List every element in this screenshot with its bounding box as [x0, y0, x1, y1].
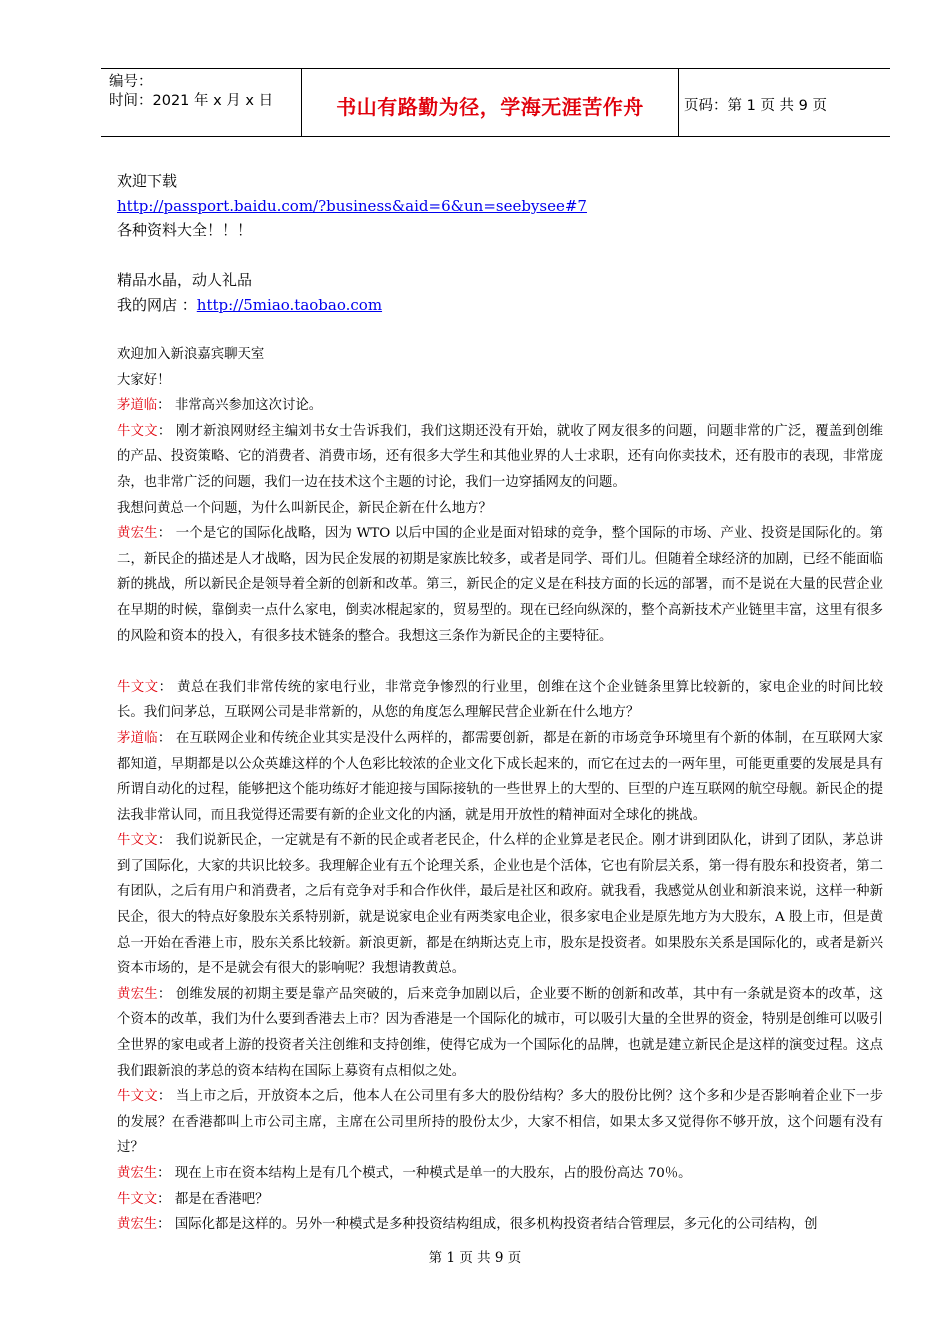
intro-link-row	[117, 194, 587, 218]
speaker-name: 牛文文	[117, 679, 159, 695]
speaker-name: 黄宏生	[117, 986, 158, 1002]
header-page-cell	[678, 69, 890, 136]
transcript-paragraph	[117, 1187, 883, 1213]
paragraph-text: ： 都是在香港吧？	[157, 1191, 269, 1207]
transcript-paragraphs	[117, 393, 883, 1238]
transcript-paragraph	[117, 675, 883, 726]
paragraph-text: ： 当上市之后，开放资本之后，他本人在公司里有多大的股份结构？多大的股份比例？这个多和少是否影响着企业下一步的发展？在香港都叫上市公司主席，主席在公司里所持的股份太少，大家不相信，如果太多又觉得你不够开放，这个问题有没有过？	[117, 1089, 883, 1156]
hello-line: 大家好！	[117, 372, 171, 388]
speaker-name: 黄宏生	[117, 1217, 158, 1233]
speaker-name: 黄宏生	[117, 526, 158, 542]
transcript-paragraph	[117, 419, 883, 496]
paragraph-text: ： 现在上市在资本结构上是有几个模式，一种模式是单一的大股东，占的股份高达 70％。	[157, 1166, 692, 1181]
speaker-name: 牛文文	[117, 1191, 158, 1207]
paragraph-text: ： 在互联网企业和传统企业其实是没什么两样的，都需要创新，都是在新的市场竞争环境里有个新的体制，在互联网大家都知道，早期都是以公众英雄这样的个人色彩比较浓的企业文化下成长起来的，而它在过去的一两年里，可能更重要的发展是具有所谓自动化的过程，能够把这个能功练好才能迎接与国际接轨的一些世界上的大型的、巨型的户连互联网的航空母舰。新民企的提法我非常认同，而且我觉得还需要有新的企业文化的内涵，就是用开放性的精神面对全球化的挑战。	[117, 730, 883, 823]
transcript-paragraph	[117, 1161, 883, 1187]
header-motto-cell	[301, 69, 679, 136]
blank-line	[117, 649, 883, 675]
speaker-name: 茅道临	[117, 730, 158, 746]
transcript-paragraph	[117, 1212, 883, 1238]
header-meta	[101, 69, 301, 136]
paragraph-text: ： 我们说新民企，一定就是有不新的民企或者老民企，什么样的企业算是老民企。刚才讲到团队化，讲到了团队，茅总讲到了国际化，大家的共识比较多。我理解企业有五个论理关系，企业也是个活体，它也有阶层关系，第一得有股东和投资者，第二有团队，之后有用户和消费者，之后有竞争对手和合作伙伴，最后是社区和政府。就我看，我感觉从创业和新浪来说，这样一种新民企，很大的特点好象股东关系特别新，就是说家电企业有两类家电企业，很多家电企业是原先地方为大股东，A 股上市，但是黄总一开始在香港上市，股东关系比较新。新浪更新，都是在纳斯达克上市，股东是投资者。如果股东关系是国际化的，或者是新兴资本市场的，是不是就会有很大的影响呢？我想请教黄总。	[117, 833, 883, 977]
shop-label: 我的网店 ：	[117, 296, 197, 314]
time-label: 时间：2021 年 x 月 x 日	[109, 93, 274, 109]
shop-row	[117, 293, 382, 317]
speaker-name: 黄宏生	[117, 1166, 158, 1181]
speaker-name: 牛文文	[117, 1089, 158, 1105]
transcript-paragraph	[117, 828, 883, 982]
transcript-paragraph	[117, 726, 883, 828]
transcript-paragraph	[117, 1084, 883, 1161]
speaker-name: 牛文文	[117, 833, 158, 849]
transcript-paragraph	[117, 393, 883, 419]
speaker-name: 茅道临	[117, 398, 158, 414]
paragraph-text: ： 刚才新浪网财经主编刘书女士告诉我们，我们这期还没有开始，就收了网友很多的问题，问题非常的广泛，覆盖到创维的产品、投资策略、它的消费者、消费市场，还有很多大学生和其他业界的人士求职，还有向你卖技术，还有股市的表现，非常庞杂，也非常广泛的问题，我们一边在技术这个主题的讨论，我们一边穿插网友的问题。	[117, 423, 883, 490]
transcript-paragraph	[117, 982, 883, 1084]
number-label: 编号：	[109, 74, 153, 90]
crystal-text: 精品水晶，动人礼品	[117, 271, 253, 289]
paragraph-text: ： 国际化都是这样的。另外一种模式是多种投资结构组成，很多机构投资者结合管理层，多元化的公司结构，创	[157, 1217, 818, 1233]
all-materials-text: 各种资料大全！！！	[117, 221, 253, 239]
join-line: 欢迎加入新浪嘉宾聊天室	[117, 347, 265, 362]
paragraph-text: ： 黄总在我们非常传统的家电行业，非常竞争惨烈的行业里，创维在这个企业链条里算比较新的，家电企业的时间比较长。我们问茅总，互联网公司是非常新的，从您的角度怎么理解民营企业新在什么地方？	[117, 679, 884, 721]
transcript-paragraph	[117, 496, 883, 522]
paragraph-text: ： 非常高兴参加这次讨论。	[157, 398, 323, 414]
transcript-body	[117, 342, 883, 1238]
speaker-name: 牛文文	[117, 423, 158, 439]
baidu-link[interactable]: http://passport.baidu.com/?business&aid=6&un=seebysee#7	[117, 197, 587, 215]
paragraph-text: ： 创维发展的初期主要是靠产品突破的，后来竞争加剧以后，企业要不断的创新和改革，其中有一条就是资本的改革，这个资本的改革，我们为什么要到香港去上市？因为香港是一个国际化的城市，可以吸引大量的全世界的资金，特别是创维可以吸引全世界的家电或者上游的投资者关注创维和支持创维，使得它成为一个国际化的品牌，也就是建立新民企是这样的演变过程。这点我们跟新浪的茅总的资本结构在国际上募资有点相似之处。	[117, 986, 883, 1079]
page-header	[101, 68, 890, 137]
shop-link[interactable]: http://5miao.taobao.com	[196, 296, 383, 314]
paragraph-text: ： 一个是它的国际化战略，因为 WTO 以后中国的企业是面对铅球的竞争，整个国际的市场、产业、投资是国际化的。第二，新民企的描述是人才战略，因为民企发展的初期是家族比较多，或者是同学、哥们儿。但随着全球经济的加剧，已经不能面临新的挑战，所以新民企是领导着全新的创新和改革。第三，新民企的定义是在科技方面的长远的部署，而不是说在大量的民营企业在早期的时候，靠倒卖一点什么家电，倒卖冰棍起家的，贸易型的。现在已经向纵深的，整个高新技术产业链里丰富，这里有很多的风险和资本的投入，有很多技术链条的整合。我想这三条作为新民企的主要特征。	[117, 526, 883, 644]
paragraph-text: 我想问黄总一个问题，为什么叫新民企，新民企新在什么地方？	[117, 500, 492, 516]
welcome-text: 欢迎下载	[117, 172, 178, 190]
page-footer: 第 1 页 共 9 页	[428, 1250, 522, 1266]
header-page-label: 页码：第 1 页 共 9 页	[684, 98, 827, 114]
transcript-paragraph	[117, 521, 883, 649]
header-motto: 书山有路勤为径，学海无涯苦作舟	[336, 95, 644, 119]
